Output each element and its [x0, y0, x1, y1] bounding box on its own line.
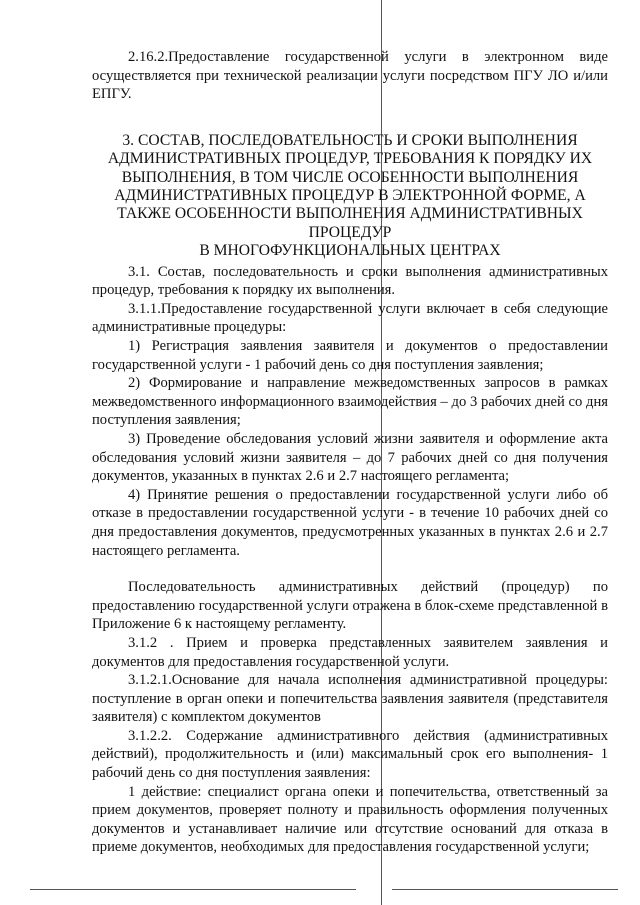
list-item-1: 1) Регистрация заявления заявителя и документов о предоставлении государственной услуги - 1 рабочий день со дня поступления заявления;: [92, 338, 608, 373]
heading-line: ВЫПОЛНЕНИЯ, В ТОМ ЧИСЛЕ ОСОБЕННОСТИ ВЫПОЛНЕНИЯ: [121, 168, 579, 186]
paragraph-3-1: 3.1. Состав, последовательность и сроки выполнения административных процедур, требования к порядку их выполнения.: [92, 263, 608, 299]
paragraph-3-1-2-2: 3.1.2.2. Содержание административного действия (административных действий), продолжительность и (или) максимальный срок его выполнения- 1 рабочий день со дня поступления заявления:: [92, 727, 608, 782]
spacer: [92, 560, 608, 578]
heading-line: АДМИНИСТРАТИВНЫХ ПРОЦЕДУР В ЭЛЕКТРОННОЙ ФОРМЕ, А: [114, 187, 586, 204]
section-heading: [92, 132, 608, 242]
bottom-rule-right: [392, 889, 618, 890]
list-item-3: 3) Проведение обследования условий жизни заявителя и оформление акта обследования условий жизни заявителя – до 7 рабочих дней со дня получения документов, указанных в пунктах 2.6 и 2.7 настоящего регламента;: [92, 430, 608, 485]
list-item-2: 2) Формирование и направление межведомственных запросов в рамках межведомственного информационного взаимодействия – до 3 рабочих дней со дня поступления заявления;: [92, 375, 608, 429]
heading-line: 3. СОСТАВ, ПОСЛЕДОВАТЕЛЬНОСТЬ И СРОКИ ВЫПОЛНЕНИЯ: [122, 131, 578, 149]
paragraph-action-1: 1 действие: специалист органа опеки и попечительства, ответственный за прием документов, проверяет полноту и правильность оформления полученных документов и устанавливает наличие или отсутствие оснований для отказа в приеме документов, необходимых для предоставления государственной услуги;: [92, 783, 608, 856]
section-heading-subline: В МНОГОФУНКЦИОНАЛЬНЫХ ЦЕНТРАХ: [199, 242, 501, 260]
paragraph-sequence: Последовательность административных действий (процедур) по предоставлению государственной услуги отражена в блок-схеме представленной в Приложение 6 к настоящему регламенту.: [92, 579, 608, 633]
list-item-4: 4) Принятие решения о предоставлении государственной услуги либо об отказе в предоставлении государственной услуги - в течение 10 рабочих дней со дня предоставления документов, предусмотренных указанных в пунктах 2.6 и 2.7 настоящего регламента.: [92, 486, 608, 559]
heading-line: ТАКЖЕ ОСОБЕННОСТИ ВЫПОЛНЕНИЯ АДМИНИСТРАТИВНЫХ: [117, 205, 583, 223]
paragraph-3-1-2-1: 3.1.2.1.Основание для начала исполнения административной процедуры: поступление в орган опеки и попечительства заявления заявителя (представителя заявителя) с комплектом документов: [92, 672, 608, 726]
paragraph-2-16-2: 2.16.2.Предоставление государственной услуги в электронном виде осуществляется при технической реализации услуги посредством ПГУ ЛО и/или ЕПГУ.: [92, 49, 608, 103]
heading-line: ПРОЦЕДУР: [308, 223, 392, 241]
paragraph-3-1-1: 3.1.1.Предоставление государственной услуги включает в себя следующие административные процедуры:: [92, 300, 608, 336]
bottom-rule-left: [30, 889, 356, 890]
heading-line: АДМИНИСТРАТИВНЫХ ПРОЦЕДУР, ТРЕБОВАНИЯ К ПОРЯДКУ ИХ: [107, 150, 593, 168]
paragraph-3-1-2: 3.1.2 . Прием и проверка представленных заявителем заявления и документов для предоставления государственной услуги.: [92, 634, 608, 670]
document-body: [92, 48, 608, 857]
